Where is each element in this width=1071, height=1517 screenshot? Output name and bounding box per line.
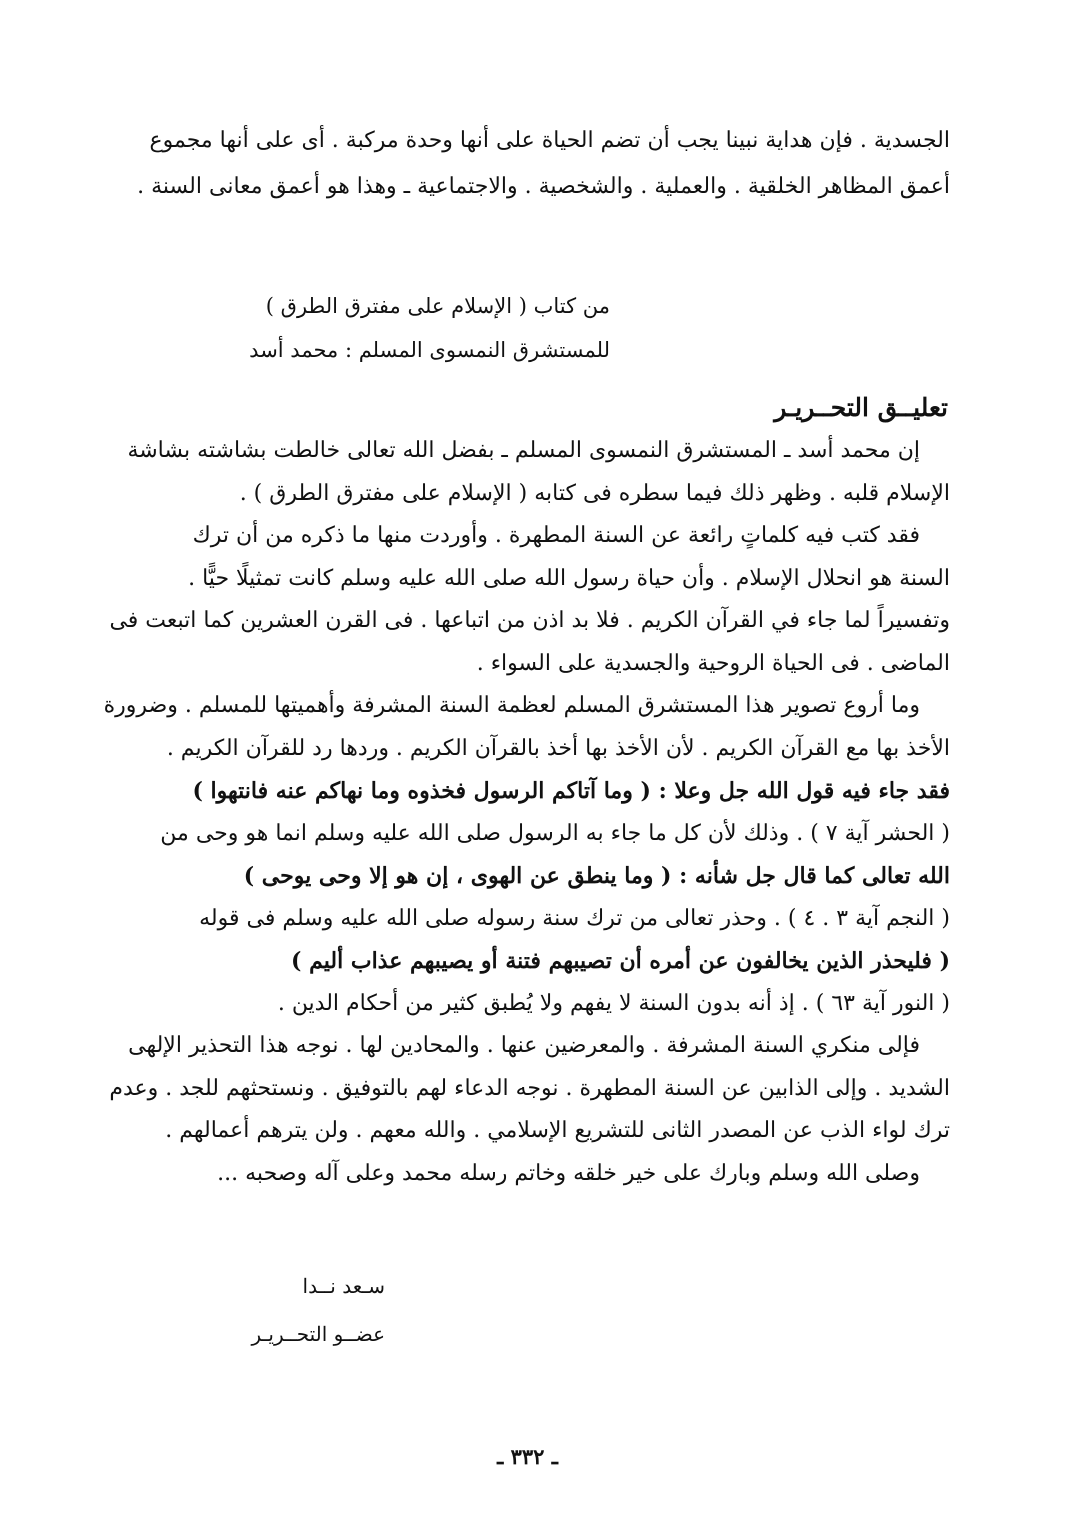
commentary-body xyxy=(95,430,950,1195)
text-line: فإلى منكري السنة المشرفة . والمعرضين عنها . والمحادين لها . نوجه هذا التحذير الإلهى xyxy=(128,1033,920,1058)
text-line: ( الحشر آية ٧ ) . وذلك لأن كل ما جاء به الرسول صلى الله عليه وسلم انما هو وحى من xyxy=(160,820,950,846)
intro-paragraph xyxy=(95,118,950,210)
text-line: السنة هو انحلال الإسلام . وأن حياة رسول الله صلى الله عليه وسلم كانت تمثيلًا حيًّا . xyxy=(188,565,950,591)
text-line: أعمق المظاهر الخلقية . والعملية . والشخصية . والاجتماعية ـ وهذا هو أعمق معانى السنة . xyxy=(137,174,950,199)
text-line: إن محمد أسد ـ المستشرق النمسوى المسلم ـ بفضل الله تعالى خالطت بشاشته بشاشة xyxy=(127,438,920,463)
text-line: وصلى الله وسلم وبارك على خير خلقه وخاتم رسله محمد وعلى آله وصحبه ... xyxy=(217,1160,920,1186)
signature-name: سـعد نــدا xyxy=(302,1274,385,1298)
quran-quote-line: فقد جاء فيه قول الله جل وعلا : ( وما آتاكم الرسول فخذوه وما نهاكم عنه فانتهوا ) xyxy=(192,778,950,804)
text-line: الأخذ بها مع القرآن الكريم . لأن الأخذ بها أخذ بالقرآن الكريم . وردها رد للقرآن الكريم . xyxy=(166,735,950,761)
text-line: ترك لواء الذب عن المصدر الثانى للتشريع الإسلامي . والله معهم . ولن يترهم أعمالهم . xyxy=(165,1118,950,1143)
text-line: ( النجم آية ٣ . ٤ ) . وحذر تعالى من ترك سنة رسوله صلى الله عليه وسلم فى قوله xyxy=(199,905,950,931)
signature-block xyxy=(225,1262,385,1358)
text-line: الإسلام قلبه . وظهر ذلك فيما سطره فى كتابه ( الإسلام على مفترق الطرق ) . xyxy=(239,480,950,506)
section-heading: تعليــق التحــريـر xyxy=(774,393,948,422)
text-line: الجسدية . فإن هداية نبينا يجب أن تضم الحياة على أنها وحدة مركبة . أى على أنها مجموع xyxy=(149,128,950,153)
citation-book-line: من كتاب ( الإسلام على مفترق الطرق ) xyxy=(265,294,610,318)
text-line: الماضى . فى الحياة الروحية والجسدية على السواء . xyxy=(476,650,950,676)
page-number: ـ ٣٣٢ ـ xyxy=(497,1444,558,1469)
text-line: الشديد . وإلى الذابين عن السنة المطهرة . نوجه الدعاء لهم بالتوفيق . ونستحثهم للجد . وعدم xyxy=(109,1075,950,1101)
text-line: فقد كتب فيه كلماتٍ رائعة عن السنة المطهرة . وأوردت منها ما ذكره من أن ترك xyxy=(192,523,920,548)
citation-author-line: للمستشرق النمسوى المسلم : محمد أسد xyxy=(249,338,610,362)
quran-quote-line: الله تعالى كما قال جل شأنه : ( وما ينطق عن الهوى ، إن هو إلا وحى يوحى ) xyxy=(243,863,950,889)
text-line: وتفسيراً لما جاء في القرآن الكريم . فلا بد اذن من اتباعها . فى القرن العشرين كما اتبعت فى xyxy=(109,608,950,633)
quran-quote-line: ( فليحذر الذين يخالفون عن أمره أن تصيبهم فتنة أو يصيبهم عذاب أليم ) xyxy=(291,948,950,974)
text-line: وما أروع تصوير هذا المستشرق المسلم لعظمة السنة المشرفة وأهميتها للمسلم . وضرورة xyxy=(103,693,920,718)
source-citation xyxy=(230,284,610,372)
text-line: ( النور آية ٦٣ ) . إذ أنه بدون السنة لا يفهم ولا يُطبق كثير من أحكام الدين . xyxy=(277,990,950,1016)
signature-title: عضــو التحــريـر xyxy=(251,1322,385,1346)
